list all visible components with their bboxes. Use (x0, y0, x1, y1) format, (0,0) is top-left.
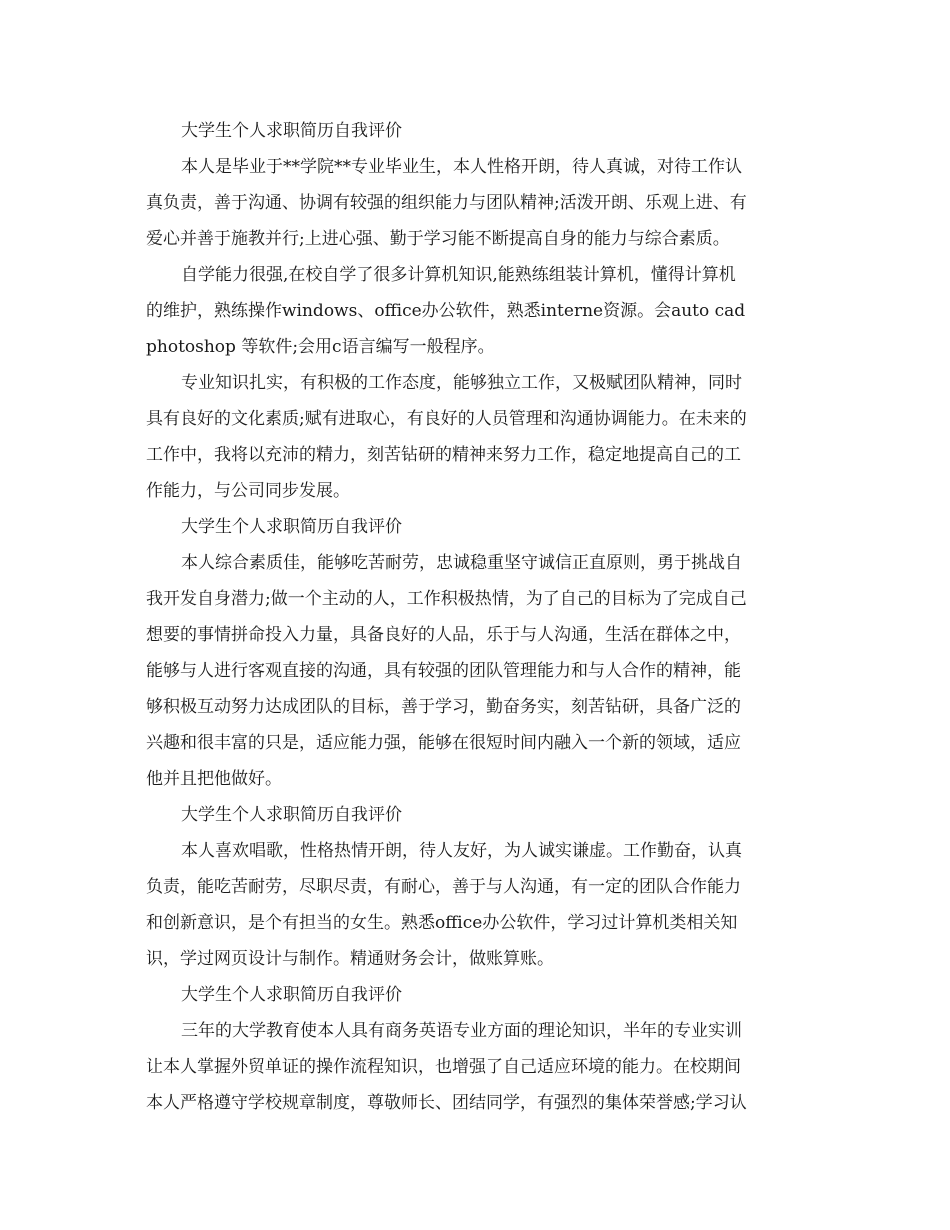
section-title: 大学生个人求职简历自我评价 (181, 517, 402, 537)
paragraph-line: 想要的事情拼命投入力量，具备良好的人品，乐于与人沟通，生活在群体之中， (146, 625, 741, 645)
paragraph-line: 我开发自身潜力;做一个主动的人，工作积极热情，为了自己的目标为了完成自己 (146, 589, 747, 609)
paragraph-line: 工作中，我将以充沛的精力，刻苦钻研的精神来努力工作，稳定地提高自己的工 (146, 445, 741, 465)
paragraph-line: 专业知识扎实，有积极的工作态度，能够独立工作，又极赋团队精神，同时 (181, 373, 742, 393)
paragraph-line: 他并且把他做好。 (146, 769, 282, 789)
paragraph-line: 的维护，熟练操作windows、office办公软件，熟悉interne资源。会auto cad (146, 301, 746, 321)
paragraph-line: 本人综合素质佳，能够吃苦耐劳，忠诚稳重坚守诚信正直原则，勇于挑战自 (181, 553, 742, 573)
section-title: 大学生个人求职简历自我评价 (181, 121, 402, 141)
paragraph-line: 三年的大学教育使本人具有商务英语专业方面的理论知识，半年的专业实训 (181, 1021, 742, 1041)
paragraph-line: 具有良好的文化素质;赋有进取心，有良好的人员管理和沟通协调能力。在未来的 (146, 409, 747, 429)
paragraph-line: 本人严格遵守学校规章制度，尊敬师长、团结同学，有强烈的集体荣誉感;学习认 (146, 1093, 747, 1113)
paragraph-line: 本人是毕业于**学院**专业毕业生，本人性格开朗，待人真诚，对待工作认 (181, 157, 742, 177)
paragraph-line: 兴趣和很丰富的只是，适应能力强，能够在很短时间内融入一个新的领域，适应 (146, 733, 741, 753)
section-title: 大学生个人求职简历自我评价 (181, 805, 402, 825)
paragraph-line: 本人喜欢唱歌，性格热情开朗，待人友好，为人诚实谦虚。工作勤奋，认真 (181, 841, 742, 861)
paragraph-line: photoshop 等软件;会用c语言编写一般程序。 (146, 337, 495, 357)
paragraph-line: 让本人掌握外贸单证的操作流程知识，也增强了自己适应环境的能力。在校期间 (146, 1057, 741, 1077)
paragraph-line: 识，学过网页设计与制作。精通财务会计，做账算账。 (146, 949, 554, 969)
paragraph-line: 够积极互动努力达成团队的目标，善于学习，勤奋务实，刻苦钻研，具备广泛的 (146, 697, 741, 717)
paragraph-line: 和创新意识，是个有担当的女生。熟悉office办公软件，学习过计算机类相关知 (146, 913, 738, 933)
paragraph-line: 自学能力很强,在校自学了很多计算机知识,能熟练组装计算机，懂得计算机 (181, 265, 736, 285)
paragraph-line: 能够与人进行客观直接的沟通，具有较强的团队管理能力和与人合作的精神，能 (146, 661, 741, 681)
section-title: 大学生个人求职简历自我评价 (181, 985, 402, 1005)
paragraph-line: 作能力，与公司同步发展。 (146, 481, 350, 501)
paragraph-line: 负责，能吃苦耐劳，尽职尽责，有耐心，善于与人沟通，有一定的团队合作能力 (146, 877, 741, 897)
paragraph-line: 爱心并善于施教并行;上进心强、勤于学习能不断提高自身的能力与综合素质。 (146, 229, 730, 249)
paragraph-line: 真负责，善于沟通、协调有较强的组织能力与团队精神;活泼开朗、乐观上进、有 (146, 193, 747, 213)
